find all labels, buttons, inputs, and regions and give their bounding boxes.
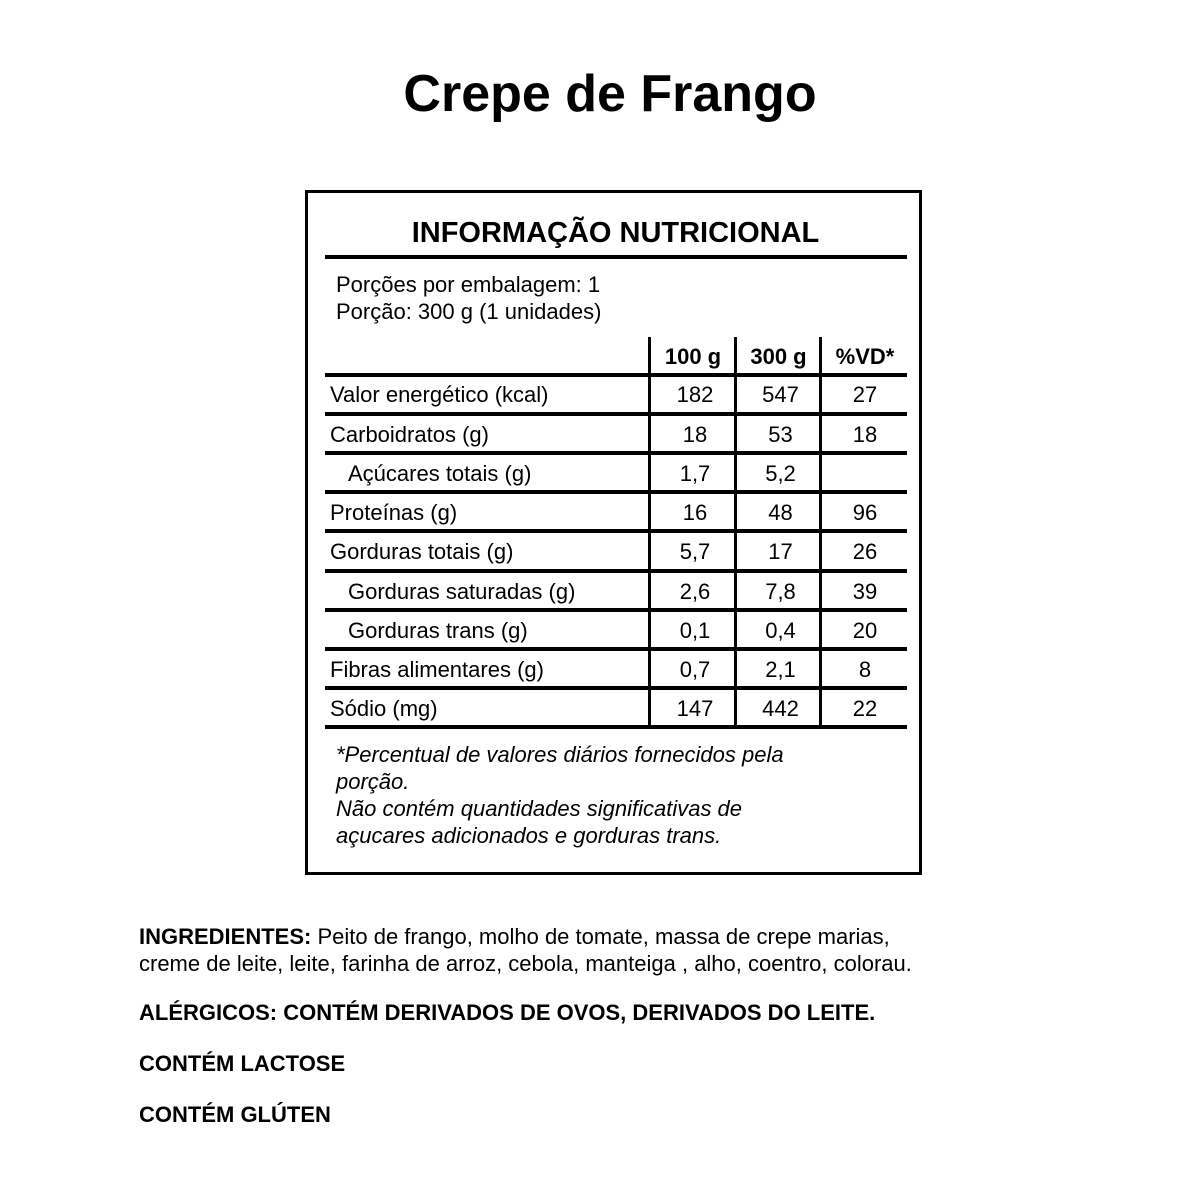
footnote-line: porção.: [336, 769, 410, 794]
value-100g: 147: [676, 696, 714, 721]
nutrient-label: Gorduras saturadas (g): [348, 579, 576, 604]
value-vd: 27: [852, 382, 878, 407]
ingredients-text: [139, 923, 1039, 977]
column-header-100g: 100 g: [664, 344, 722, 369]
nutrition-facts-panel: [305, 190, 922, 875]
value-portion: 547: [762, 382, 799, 407]
divider: [325, 255, 907, 259]
nutrient-label: Valor energético (kcal): [330, 382, 549, 407]
nutrient-label: Gorduras totais (g): [330, 539, 514, 564]
value-portion: 7,8: [765, 579, 796, 604]
value-100g: 18: [682, 422, 708, 447]
value-100g: 0,7: [679, 657, 711, 682]
value-portion: 2,1: [765, 657, 796, 682]
footnote-line: açucares adicionados e gorduras trans.: [336, 823, 722, 848]
nutrient-row-fiber: [325, 651, 907, 690]
value-portion: 17: [768, 539, 793, 564]
nutrient-row-trans-fat: [325, 612, 907, 651]
value-vd: 18: [852, 422, 878, 447]
value-vd: 96: [852, 500, 878, 525]
column-header-vd: %VD*: [835, 344, 895, 369]
footnote-line: Não contém quantidades significativas de: [336, 796, 743, 821]
nutrition-footnote: [336, 741, 876, 849]
nutrition-heading: INFORMAÇÃO NUTRICIONAL: [411, 217, 820, 249]
nutrient-label: Sódio (mg): [330, 696, 438, 721]
lactose-statement: CONTÉM LACTOSE: [139, 1051, 346, 1076]
value-100g: 16: [682, 500, 708, 525]
ingredients-label: INGREDIENTES:: [139, 924, 312, 949]
value-portion: 48: [768, 500, 793, 525]
gluten-statement: CONTÉM GLÚTEN: [139, 1102, 331, 1127]
product-title: Crepe de Frango: [403, 65, 817, 123]
value-vd: 22: [852, 696, 878, 721]
nutrient-label: Gorduras trans (g): [348, 618, 528, 643]
nutrient-row-sodium: [325, 690, 907, 729]
value-100g: 5,7: [679, 539, 711, 564]
ingredients-line: creme de leite, leite, farinha de arroz, cebola, manteiga , alho, coentro, colorau.: [139, 951, 912, 976]
column-header-portion: 300 g: [750, 344, 807, 369]
value-vd: 8: [858, 657, 872, 682]
nutrient-row-saturated-fat: [325, 573, 907, 612]
value-portion: 5,2: [765, 461, 796, 486]
nutrient-label: Proteínas (g): [330, 500, 458, 525]
value-100g: 0,1: [679, 618, 711, 643]
value-100g: 1,7: [679, 461, 711, 486]
nutrient-row-carbs: [325, 416, 907, 455]
value-portion: 442: [762, 696, 799, 721]
nutrient-label: Fibras alimentares (g): [330, 657, 544, 682]
allergens-statement: ALÉRGICOS: CONTÉM DERIVADOS DE OVOS, DERIVADOS DO LEITE.: [139, 1000, 876, 1025]
divider: [325, 725, 907, 729]
servings-per-package: Porções por embalagem: 1: [336, 272, 601, 297]
value-100g: 2,6: [679, 579, 711, 604]
nutrient-label: Açúcares totais (g): [348, 461, 532, 486]
value-portion: 53: [768, 422, 793, 447]
value-portion: 0,4: [765, 618, 796, 643]
ingredients-line: Peito de frango, molho de tomate, massa de crepe marias,: [311, 924, 890, 949]
serving-size: Porção: 300 g (1 unidades): [336, 299, 602, 324]
value-vd: 26: [852, 539, 878, 564]
value-100g: 182: [676, 382, 714, 407]
nutrient-row-energy: [325, 376, 907, 415]
value-vd: 39: [852, 579, 878, 604]
nutrient-row-total-fat: [325, 533, 907, 572]
nutrient-row-proteins: [325, 494, 907, 533]
nutrient-row-total-sugars: [325, 455, 907, 494]
footnote-line: *Percentual de valores diários fornecidos pela: [336, 742, 784, 767]
nutrient-label: Carboidratos (g): [330, 422, 489, 447]
value-vd: 20: [852, 618, 878, 643]
